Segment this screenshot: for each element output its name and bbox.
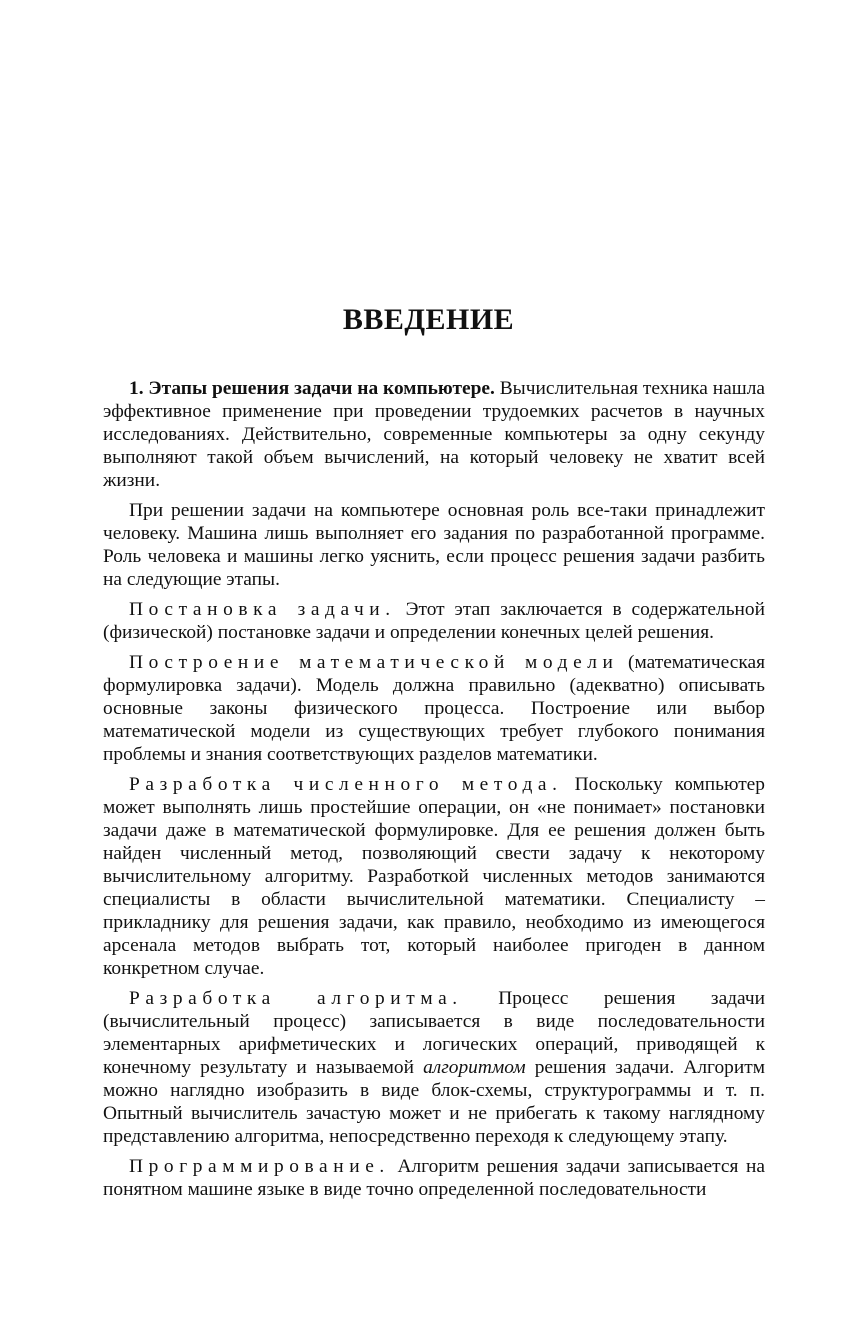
term-algorithm: алгоритмом: [423, 1057, 526, 1079]
paragraph-human-role: При решении задачи на компьютере основная роль все-таки принадлежит человеку. Машина лишь выполняет его задания по разработанной программе. Роль человека и машины легко уяснить, если процесс решения задачи разбить на следующие этапы.: [103, 499, 765, 591]
chapter-body: [103, 377, 765, 1208]
stage-text-math-model: (математическая формулировка задачи). Модель должна правильно (адекватно) описывать основные законы физического процесса. Построение или выбор математической модели из существующих требует глубокого понимания проблемы и знания соответствующих разделов математики.: [103, 651, 765, 765]
stage-text-algorithm-b: решения задачи. Алгоритм можно наглядно изобразить в виде блок-схемы, структурограммы и т. п. Опытный вычислитель зачастую может и не прибегать к такому наглядному представлению алгоритма, непосредственно переходя к следующему этапу.: [103, 1057, 765, 1148]
stage-title-programming: Программирование.: [129, 1156, 390, 1177]
stage-title-numerical-method: Разработка численного метода.: [129, 773, 563, 795]
stage-text-problem-statement: Этот этап заключается в содержательной (физической) постановке задачи и определении конечных целей решения.: [103, 598, 765, 643]
stage-title-algorithm: Разработка алгоритма.: [129, 987, 463, 1009]
paragraph-stage-numerical-method: [103, 773, 765, 981]
paragraph-intro: [103, 377, 765, 492]
paragraph-stage-problem-statement: [103, 598, 765, 644]
section-heading: 1. Этапы решения задачи на компьютере.: [129, 378, 495, 399]
stage-title-problem-statement: Постановка задачи.: [129, 598, 396, 620]
paragraph-stage-algorithm: [103, 987, 765, 1149]
stage-text-numerical-method: Поскольку компьютер может выполнять лишь простейшие операции, он «не понимает» постановки задачи даже в математической формулировке. Для ее решения должен быть найден численный метод, позволяющий свести задачу к некоторому вычислительному алгоритму. Разработкой численных методов занимаются специалисты в области вычислительной математики. Специалисту – прикладнику для решения задачи, как правило, необходимо из имеющегося арсенала методов выбрать тот, который наиболее пригоден в данном конкретном случае.: [103, 773, 765, 980]
stage-text-algorithm-a: Процесс решения задачи (вычислительный процесс) записывается в виде последовательности элементарных арифметических и логических операций, приводящей к конечному результату и называемой: [103, 987, 765, 1079]
paragraph-stage-programming: [103, 1155, 765, 1201]
stage-text-programming: Алгоритм решения задачи записывается на понятном машине языке в виде точно определенной последовательности: [103, 1156, 765, 1201]
paragraph-intro-text: Вычислительная техника нашла эффективное применение при проведении трудоемких расчетов в научных исследованиях. Действительно, современные компьютеры за одну секунду выполняют такой объем вычислений, на который человеку не хватит всей жизни.: [103, 378, 765, 492]
chapter-title: ВВЕДЕНИЕ: [342, 303, 515, 336]
stage-title-math-model: Построение математической модели: [129, 651, 619, 673]
paragraph-stage-math-model: [103, 651, 765, 766]
